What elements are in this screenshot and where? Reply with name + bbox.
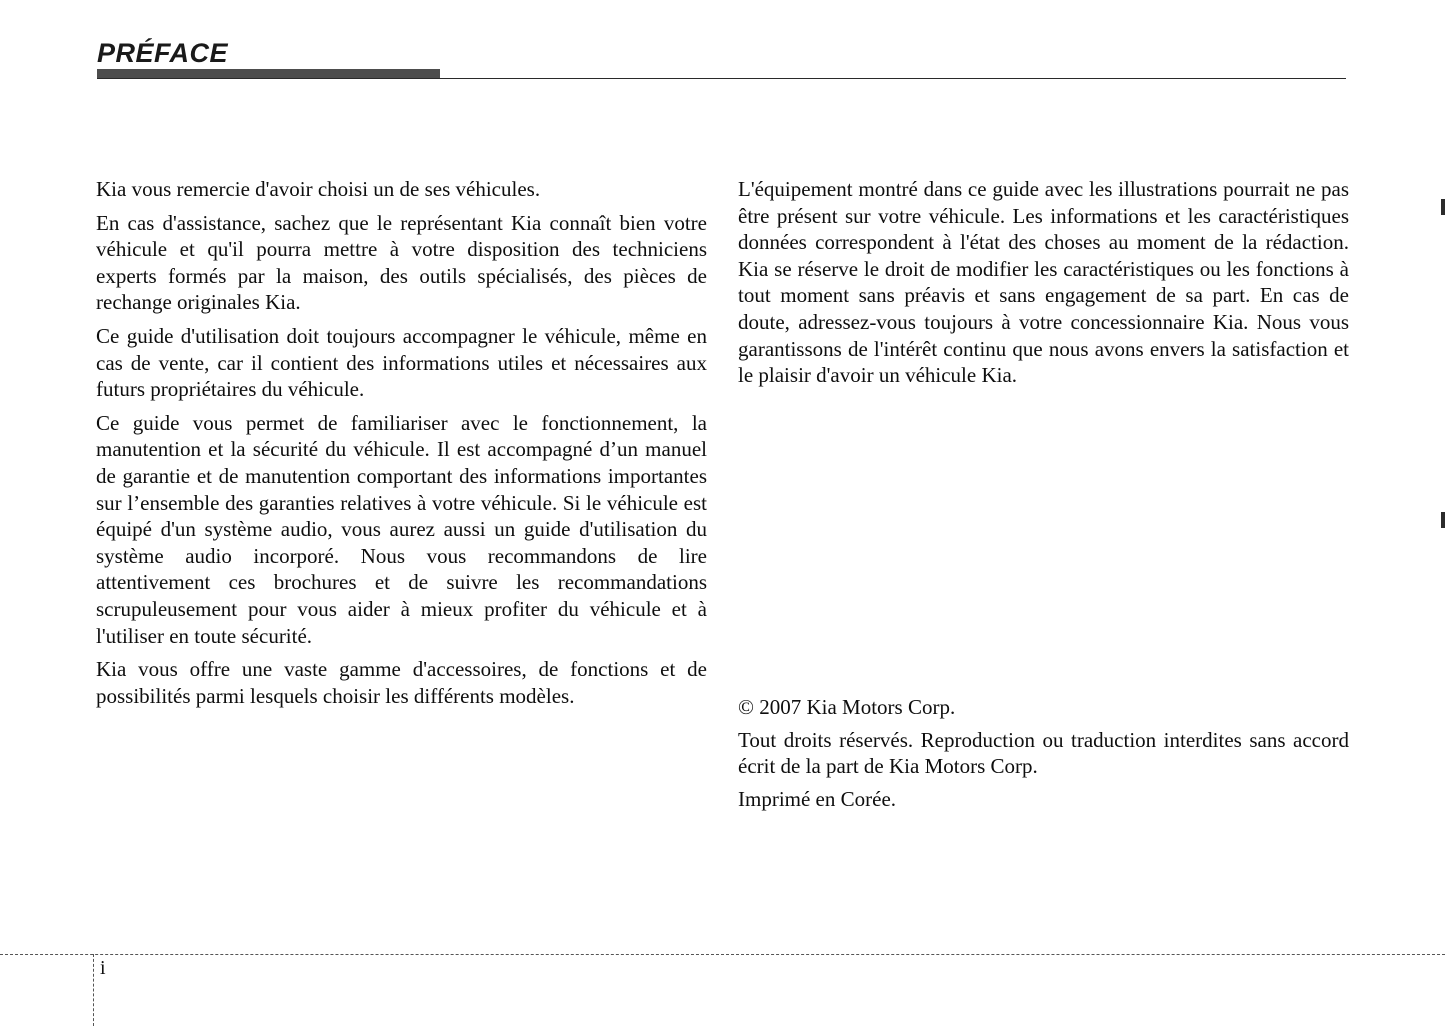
page-title: PRÉFACE	[97, 38, 229, 68]
copyright-line: Tout droits réservés. Reproduction ou traduction interdites sans accord écrit de la part de Kia Motors Corp.	[738, 727, 1349, 779]
page-edge-mark	[1441, 199, 1445, 215]
footer-dashed-line	[0, 954, 1445, 955]
paragraph: Ce guide vous permet de familiariser avec le fonctionnement, la manutention et la sécurité du véhicule. Il est accompagné d’un manuel de garantie et de manutention comportant des informations importantes sur l’ensemble des garanties relatives à votre véhicule. Si le véhicule est équipé d'un système audio, vous aurez aussi un guide d'utilisation du système audio incorporé. Nous vous recommandons de lire attentivement ces brochures et de suivre les recommandations scrupuleusement pour vous aider à mieux profiter du véhicule et à l'utiliser en toute sécurité.	[96, 410, 707, 648]
copyright-block	[738, 694, 1349, 818]
header-rule	[97, 78, 1346, 79]
left-text-column	[96, 176, 707, 716]
footer-vertical-dash	[93, 954, 94, 1026]
paragraph: L'équipement montré dans ce guide avec les illustrations pourrait ne pas être présent sur votre véhicule. Les informations et les caractéristiques données correspondent à l'état des choses au moment de la rédaction. Kia se réserve le droit de modifier les caractéristiques ou les fonctions à tout moment sans préavis et sans engagement de sa part. En cas de doute, adressez-vous toujours à votre concessionnaire Kia. Nous vous garantissons de l'intérêt continu que nous avons envers la satisfaction et le plaisir d'avoir un véhicule Kia.	[738, 177, 1349, 388]
paragraph: Ce guide d'utilisation doit toujours accompagner le véhicule, même en cas de vente, car il contient des informations utiles et nécessaires aux futurs propriétaires du véhicule.	[96, 323, 707, 402]
page-number: i	[100, 957, 106, 979]
copyright-line: © 2007 Kia Motors Corp.	[738, 695, 956, 719]
paragraph: En cas d'assistance, sachez que le représentant Kia connaît bien votre véhicule et qu'il pourra mettre à votre disposition des techniciens experts formés par la maison, des outils spécialisés, des pièces de rechange originales Kia.	[96, 210, 707, 315]
page-edge-mark	[1441, 512, 1445, 528]
paragraph: Kia vous remercie d'avoir choisi un de ses véhicules.	[96, 177, 541, 201]
paragraph: Kia vous offre une vaste gamme d'accessoires, de fonctions et de possibilités parmi lesquels choisir les différents modèles.	[96, 657, 707, 708]
right-text-column	[738, 176, 1349, 396]
copyright-line: Imprimé en Corée.	[738, 786, 897, 811]
